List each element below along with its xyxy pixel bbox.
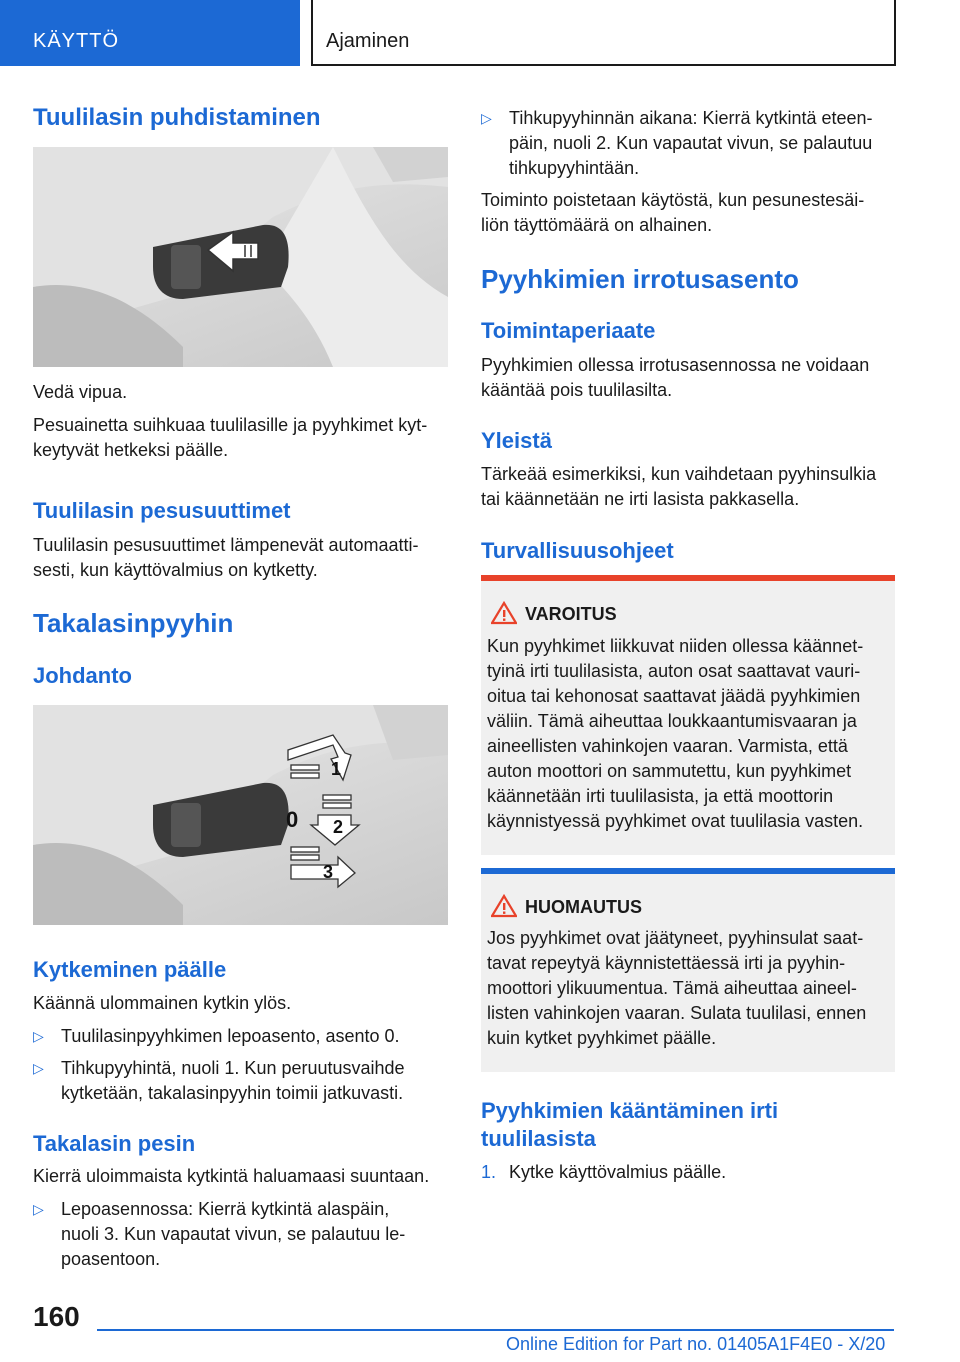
notice-bar	[481, 868, 895, 874]
heading-release-position: Pyyhkimien irrotusasento	[481, 264, 799, 294]
text-general-line-2: tai käännetään ne irti lasista pakkasella.	[481, 489, 800, 509]
heading-general: Yleistä	[481, 428, 552, 453]
text-rotate-switch: Kierrä uloimmaista kytkintä haluamaasi suuntaan.	[33, 1166, 430, 1186]
text-principle-line-1: Pyyhkimien ollessa irrotusasennossa ne voidaan	[481, 355, 870, 375]
text-turn-switch: Käännä ulommainen kytkin ylös.	[33, 993, 292, 1013]
warning-triangle-icon	[491, 894, 517, 918]
section-title: KÄYTTÖ	[33, 30, 120, 52]
step-number: 1.	[481, 1162, 497, 1182]
text-spray-line-2: keytyvät hetkeksi päälle.	[33, 440, 229, 460]
notice-title: HUOMAUTUS	[525, 897, 642, 917]
text-nozzles-line-2: sesti, kun käyttövalmius on kytketty.	[33, 560, 318, 580]
list-item	[33, 1056, 448, 1106]
list-item-text: Tihkupyyhinnän aikana: Kierrä kytkintä eteen-	[509, 108, 873, 128]
chapter-tab	[311, 0, 896, 66]
bullet-triangle-icon: ▷	[33, 1060, 44, 1076]
list-item-text: tihkupyyhintään.	[509, 158, 640, 178]
text-general-line-1: Tärkeää esimerkiksi, kun vaihdetaan pyyhinsulkia	[481, 464, 877, 484]
arrow-label-1: 1	[331, 759, 342, 779]
list-item-text: Tuulilasinpyyhkimen lepoasento, asento 0.	[61, 1026, 400, 1046]
heading-fold-wipers-line-1: Pyyhkimien kääntäminen irti	[481, 1098, 779, 1123]
text-pull-lever: Vedä vipua.	[33, 382, 128, 402]
warning-title: VAROITUS	[525, 604, 617, 624]
warning-bar	[481, 575, 895, 581]
heading-principle: Toimintaperiaate	[481, 318, 656, 343]
warning-text: Kun pyyhkimet liikkuvat niiden ollessa käännet- tyinä irti tuulilasista, auton osat saattavat vauri- oitua tai kehonosat saattavat jäädä pyyhkimien väliin. Tämä aiheuttaa loukkaantumisvaaran ja aineellisten vahinkojen vaaran. Varmista, että auton moottori on sammutettu, kun pyyhkimet käännetään irti tuulilasista, ja että moottorin käynnistyessä pyyhkimet ovat tuulilasia vasten.	[487, 636, 864, 831]
list-item	[481, 106, 895, 181]
text-disabled-line-2: liön täyttömäärä on alhainen.	[481, 215, 713, 235]
heading-rear-wiper: Takalasinpyyhin	[33, 608, 234, 638]
heading-switch-on: Kytkeminen päälle	[33, 957, 227, 982]
list-item-text: Lepoasennossa: Kierrä kytkintä alaspäin,	[61, 1199, 390, 1219]
list-item-text: Tihkupyyhintä, nuoli 1. Kun peruutusvaihde	[61, 1058, 405, 1078]
list-item-text: kytketään, takalasinpyyhin toimii jatkuvasti.	[61, 1083, 404, 1103]
chapter-title: Ajaminen	[326, 30, 410, 52]
bullet-triangle-icon: ▷	[33, 1028, 44, 1044]
notice-box	[481, 868, 895, 1072]
bullet-triangle-icon: ▷	[481, 110, 492, 126]
list-item-text: nuoli 3. Kun vapautat vivun, se palautuu le-	[61, 1224, 406, 1244]
heading-intro: Johdanto	[33, 663, 132, 688]
arrow-label-2: 2	[333, 817, 344, 837]
section-tab	[0, 0, 300, 66]
heading-rear-washer: Takalasin pesin	[33, 1131, 196, 1156]
list-item-text: Kytke käyttövalmius päälle.	[509, 1162, 727, 1182]
list-item	[481, 1160, 895, 1185]
text-disabled-line-1: Toiminto poistetaan käytöstä, kun pesunestesäi-	[481, 190, 865, 210]
edition-note: Online Edition for Part no. 01405A1F4E0 - X/20	[506, 1334, 886, 1354]
heading-nozzles: Tuulilasin pesusuuttimet	[33, 498, 291, 523]
heading-safety: Turvallisuusohjeet	[481, 538, 674, 563]
figure-wiper-lever-pull	[33, 147, 448, 367]
warning-box	[481, 575, 895, 855]
list-item	[33, 1024, 448, 1049]
list-item-text: poasentoon.	[61, 1249, 161, 1269]
position-label-0: 0	[286, 807, 299, 832]
text-nozzles-line-1: Tuulilasin pesusuuttimet lämpenevät automaatti-	[33, 535, 419, 555]
figure-rear-wiper-switch	[33, 705, 448, 925]
text-principle-line-2: kääntää pois tuulilasilta.	[481, 380, 673, 400]
list-item-text: päin, nuoli 2. Kun vapautat vivun, se palautuu	[509, 133, 873, 153]
heading-wiper-clean: Tuulilasin puhdistaminen	[33, 104, 321, 131]
footer-divider	[97, 1329, 894, 1331]
list-item	[33, 1197, 448, 1272]
arrow-label-3: 3	[323, 862, 334, 882]
text-spray-line-1: Pesuainetta suihkuaa tuulilasille ja pyyhkimet kyt-	[33, 415, 428, 435]
bullet-triangle-icon: ▷	[33, 1201, 44, 1217]
heading-fold-wipers-line-2: tuulilasista	[481, 1126, 596, 1151]
page-number: 160	[33, 1301, 80, 1332]
warning-triangle-icon	[491, 601, 517, 625]
notice-text: Jos pyyhkimet ovat jäätyneet, pyyhinsulat saat- tavat repeytyä käynnistettäessä irti ja pyyhin- moottori ylikuumentua. Tämä aiheuttaa aineel- listen vahinkojen vaaran. Sulata tuulilasi, ennen kuin kytket pyyhkimet päälle.	[487, 928, 867, 1048]
